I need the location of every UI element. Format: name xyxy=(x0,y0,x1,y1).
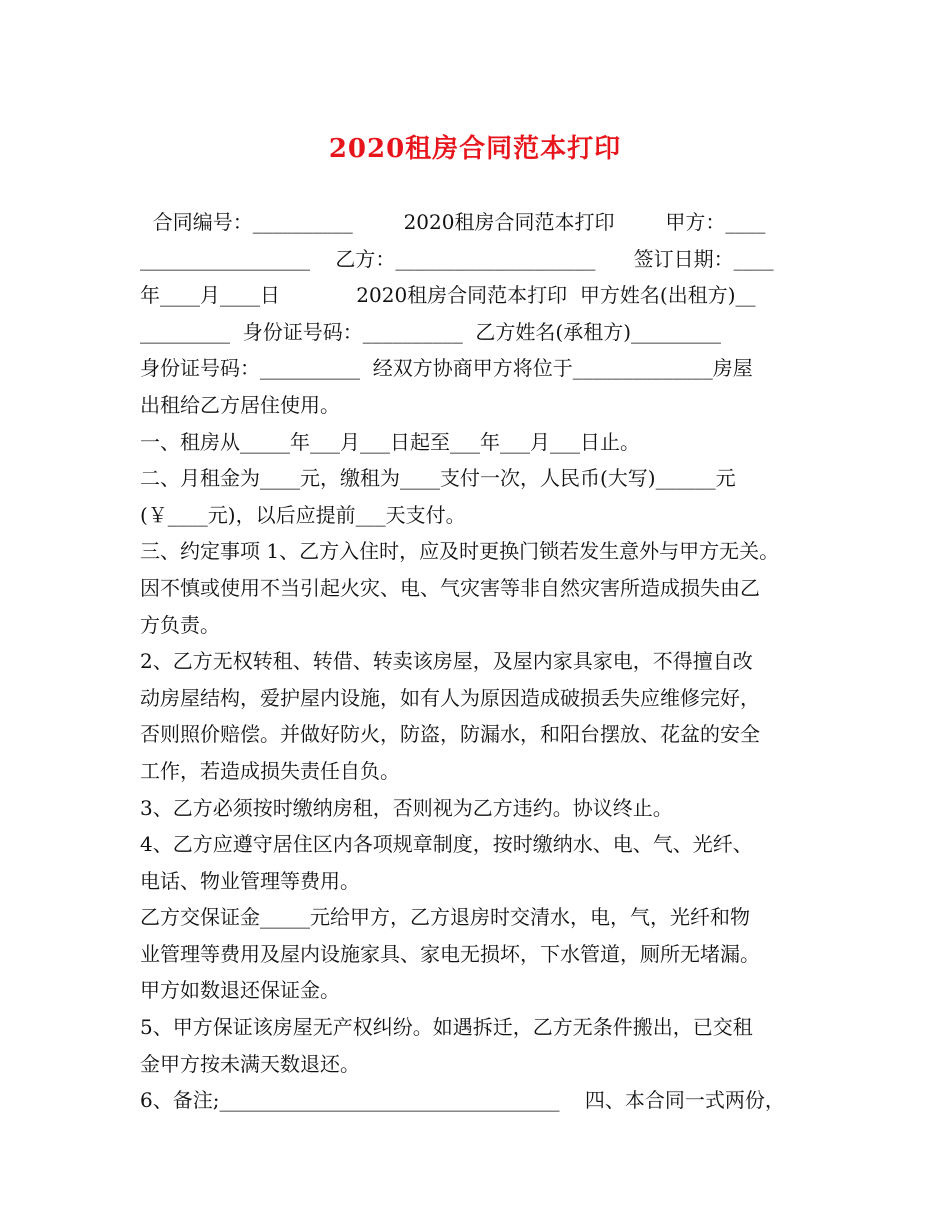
text-line: 合同编号：__________ 2020租房合同范本打印 甲方：____ xyxy=(140,210,766,234)
text-line: 金甲方按未满天数退还。 xyxy=(140,1051,360,1076)
text-line: 否则照价赔偿。并做好防火，防盗，防漏水，和阳台摆放、花盆的安全 xyxy=(140,722,760,747)
text-line: 二、月租金为____元，缴租为____支付一次，人民币(大写)______元 xyxy=(140,466,736,491)
text-line: _________________ 乙方：____________________ 签订日期：____ xyxy=(140,246,774,271)
text-line: 甲方如数退还保证金。 xyxy=(140,978,340,1003)
text-line: _________ 身份证号码：__________ 乙方姓名(承租方)_________ xyxy=(140,319,722,344)
text-line: 三、约定事项 1、乙方入住时，应及时更换门锁若发生意外与甲方无关。 xyxy=(140,539,780,564)
text-line: 5、甲方保证该房屋无产权纠纷。如遇拆迁，乙方无条件搬出，已交租 xyxy=(140,1015,753,1040)
text-line: 工作，若造成损失责任自负。 xyxy=(140,758,400,783)
text-line: 身份证号码：__________ 经双方协商甲方将位于______________房屋 xyxy=(140,356,753,381)
text-line: 因不慎或使用不当引起火灾、电、气灾害等非自然灾害所造成损失由乙 xyxy=(140,575,760,600)
text-line: 电话、物业管理等费用。 xyxy=(140,868,360,893)
text-line: 方负责。 xyxy=(140,612,220,637)
document-title: 2020租房合同范本打印 xyxy=(328,134,622,164)
text-line: 乙方交保证金_____元给甲方，乙方退房时交清水，电，气，光纤和物 xyxy=(140,905,750,930)
text-line: 年____月____日 2020租房合同范本打印 甲方姓名(出租方)__ xyxy=(140,283,756,308)
text-line: 业管理等费用及屋内设施家具、家电无损坏，下水管道，厕所无堵漏。 xyxy=(140,941,760,966)
text-line: 动房屋结构，爱护屋内设施，如有人为原因造成破损丢失应维修完好， xyxy=(140,685,760,710)
text-line: 出租给乙方居住使用。 xyxy=(140,392,340,417)
text-line: 3、乙方必须按时缴纳房租，否则视为乙方违约。协议终止。 xyxy=(140,795,673,820)
text-line: 2、乙方无权转租、转借、转卖该房屋，及屋内家具家电，不得擅自改 xyxy=(140,649,753,674)
text-line: 6、备注;__________________________________ 四、本合同一式两份， xyxy=(140,1088,785,1113)
text-line: (￥____元)，以后应提前___天支付。 xyxy=(140,502,466,527)
document-body xyxy=(140,204,820,1119)
text-line: 4、乙方应遵守居住区内各项规章制度，按时缴纳水、电、气、光纤、 xyxy=(140,832,753,857)
text-line: 一、租房从_____年___月___日起至___年___月___日止。 xyxy=(140,429,640,454)
